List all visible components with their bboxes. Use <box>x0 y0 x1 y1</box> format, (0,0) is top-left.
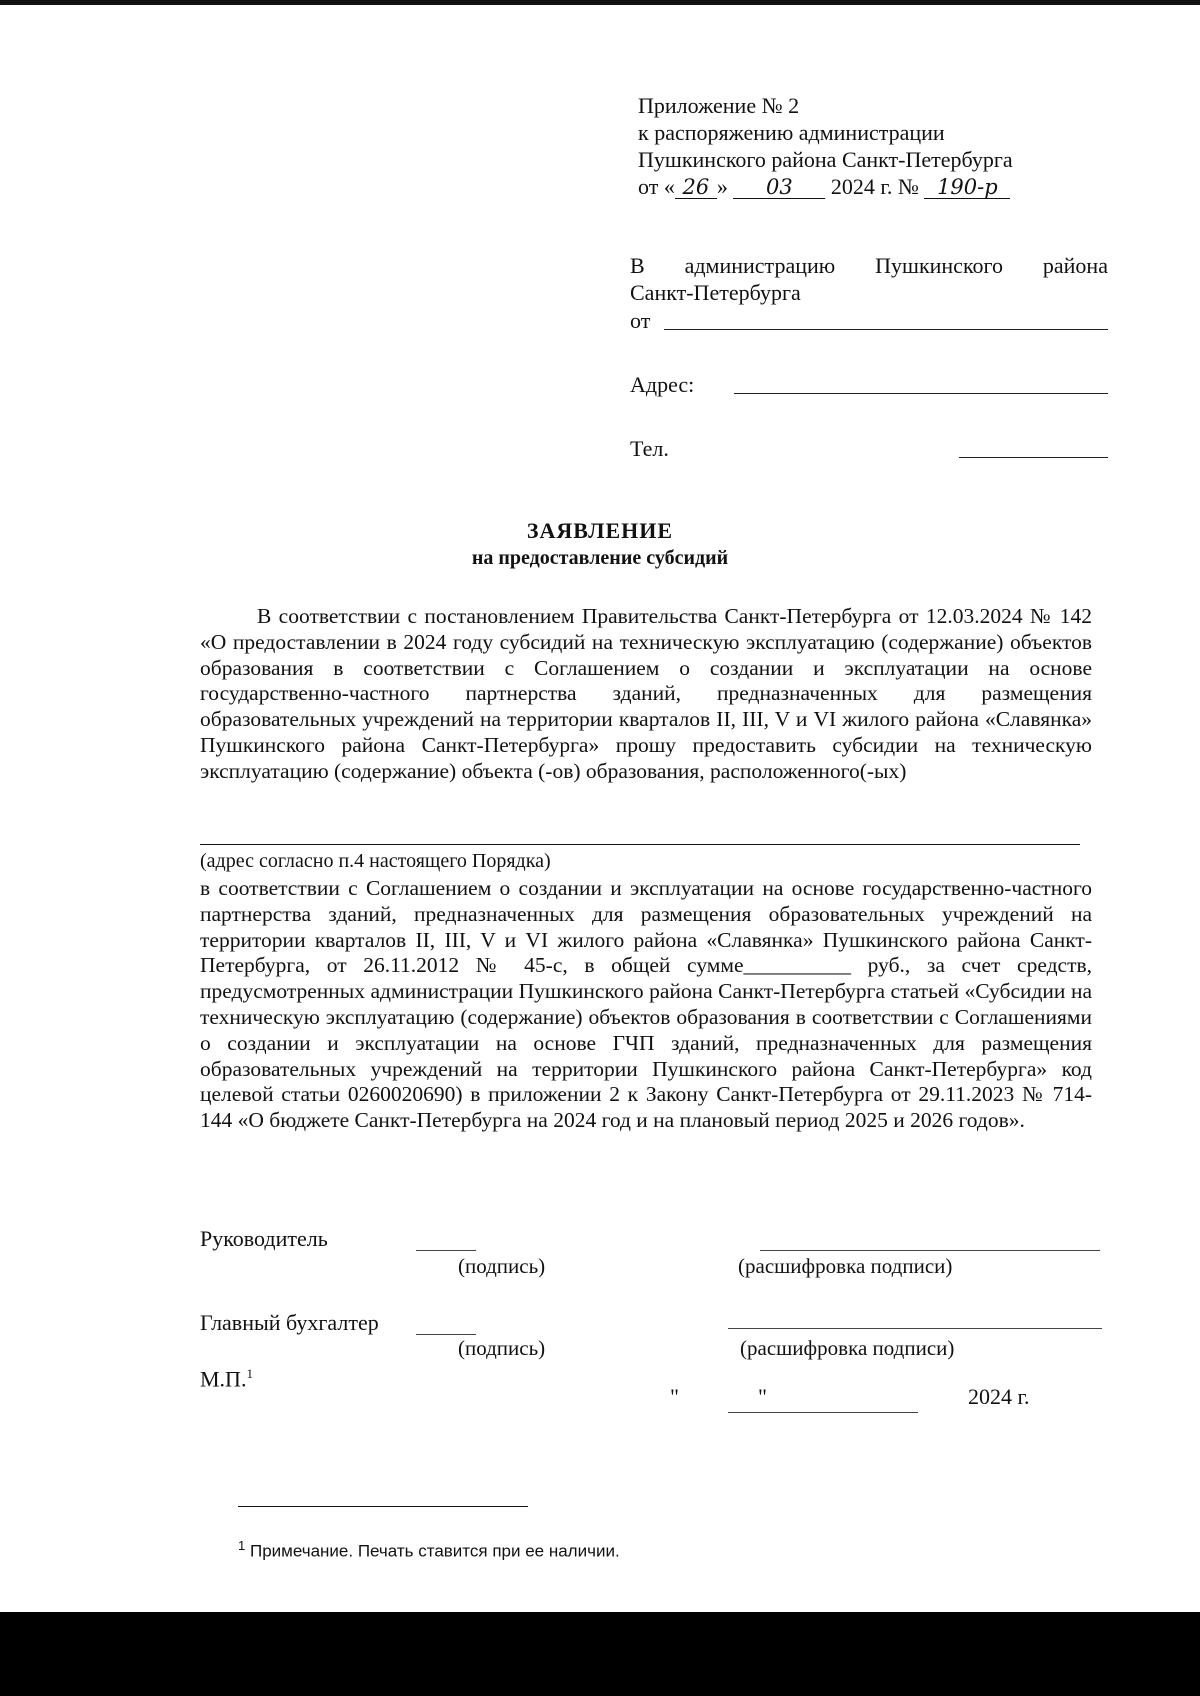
date-close-quote: " <box>758 1384 767 1409</box>
addressee-line: В администрацию Пушкинского района <box>630 253 1108 278</box>
from-field <box>630 308 1108 334</box>
from-input-line <box>664 328 1108 330</box>
appendix-number: Приложение № 2 <box>638 93 800 118</box>
appendix-district-line: Пушкинского района Санкт-Петербурга <box>638 147 1013 172</box>
head-signature-caption: (подпись) <box>458 1254 546 1278</box>
handwritten-order-number: 190-р <box>924 176 1010 199</box>
handwritten-month: 03 <box>733 176 825 199</box>
footnote-rule <box>238 1506 528 1507</box>
head-signature-line <box>416 1250 476 1251</box>
scan-bottom-border <box>0 1612 1200 1696</box>
head-label: Руководитель <box>200 1226 328 1251</box>
address-field <box>630 372 1108 398</box>
head-decoding-line <box>760 1250 1100 1251</box>
address-hint: (адрес согласно п.4 настоящего Порядка) <box>200 850 551 872</box>
address-input-line <box>734 392 1108 394</box>
object-address-line <box>200 844 1080 845</box>
accountant-signature-line <box>416 1334 476 1335</box>
document-subtitle: на предоставление субсидий <box>471 547 729 569</box>
addressee-city: Санкт-Петербурга <box>630 280 801 305</box>
head-decoding-caption: (расшифровка подписи) <box>738 1254 953 1278</box>
appendix-date-line: от « 26 » 03 2024 г. № 190-р <box>638 173 1013 200</box>
appendix-header <box>638 92 1013 200</box>
phone-field <box>630 436 1108 462</box>
address-label: Адрес: <box>630 372 695 397</box>
footnote-text: Примечание. Печать ставится при ее наличии. <box>249 1541 620 1561</box>
from-label: от <box>630 308 651 333</box>
body-paragraph-1: В соответствии с постановлением Правительства Санкт-Петербурга от 12.03.2024 № 142 «О предоставлении в 2024 году субсидий на техническую эксплуатацию (содержание) объектов образования в соответствии с Соглашением о создании и эксплуатации на основе государственно-частного партнерства зданий, предназначенных для размещения образовательных учреждений на территории кварталов II, III, V и VI жилого района «Славянка» Пушкинского района Санкт-Петербурга» прошу предоставить субсидии на техническую эксплуатацию (содержание) объекта (-ов) образования, расположенного(-ых) <box>200 604 1092 783</box>
accountant-signature-caption: (подпись) <box>458 1336 546 1360</box>
phone-input-line <box>959 456 1108 458</box>
appendix-order-line: к распоряжению администрации <box>638 120 945 145</box>
date-year: 2024 г. <box>968 1384 1030 1409</box>
accountant-decoding-caption: (расшифровка подписи) <box>740 1336 955 1360</box>
accountant-label: Главный бухгалтер <box>200 1310 379 1335</box>
accountant-decoding-line <box>728 1328 1102 1329</box>
document-title: ЗАЯВЛЕНИЕ <box>526 518 674 543</box>
date-open-quote: " <box>670 1384 679 1409</box>
footnote: $^1$ Примечание. Печать ставится при ее наличии. <box>238 1538 620 1561</box>
stamp-label: М.П.$^1$ <box>200 1366 253 1392</box>
handwritten-day: 26 <box>675 176 717 199</box>
addressee-block <box>630 252 1108 306</box>
body-paragraph-2: в соответствии с Соглашением о создании и эксплуатации на основе государственно-частного партнерства зданий, предназначенных для размещения образовательных учреждений на территории кварталов II, III, V и VI жилого района «Славянка» Пушкинского района Санкт-Петербурга, от 26.11.2012 № 45-с, в общей сумме__________ руб., за счет средств, предусмотренных администрации Пушкинского района Санкт-Петербурга статьей «Субсидии на техническую эксплуатацию (содержание) объектов образования в соответствии с Соглашениями о создании и эксплуатации на основе ГЧП зданий, предназначенных для размещения образовательных учреждений на территории Пушкинского района Санкт-Петербурга» код целевой статьи 0260020690) в приложении 2 к Закону Санкт-Петербурга от 29.11.2023 № 714-144 «О бюджете Санкт-Петербурга на 2024 год и на плановый период 2025 и 2026 годов». <box>200 876 1092 1133</box>
scan-top-border <box>0 0 1200 5</box>
date-month-line <box>728 1412 918 1413</box>
phone-label: Тел. <box>630 436 669 461</box>
